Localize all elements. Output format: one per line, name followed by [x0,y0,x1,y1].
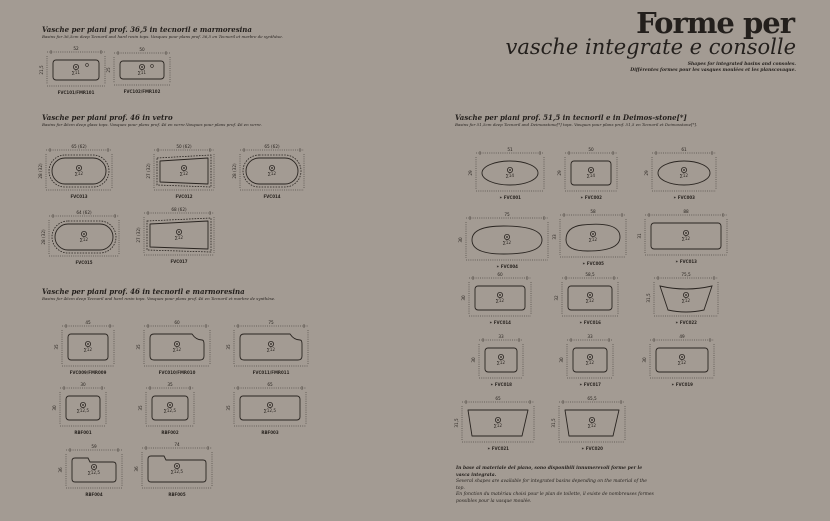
section-sub-36: Basins for 36,5cm deep Tecnoril and hard resin tops. Vasques pour plans prof. 36,5 en Tecnoril et marbre de synthèse. [42,34,284,39]
basin-figure [138,382,194,435]
width-label: 60 [174,320,180,325]
drain-icon [141,66,143,68]
basin-code: FVC102/FMR102 [123,89,161,94]
width-label: 64 (62) [76,210,92,215]
inner-mark-label: ∑12 [585,298,595,303]
basin-code: FVC015 [75,260,93,265]
width-label: 65 (62) [71,144,87,149]
basin-code: FVC012 [175,194,193,199]
drain-icon [169,404,171,406]
note-fr: En fonction du matériau choisi pour le plan de toilette, il existe de nombreuses formes possibles pour la vasque moulée. [456,492,654,504]
drain-icon [183,167,185,169]
height-label: 32 [554,295,559,301]
drain-icon [683,169,685,171]
basin-figure [644,147,716,200]
height-label: 28 (32) [38,163,43,179]
basin-figure [468,147,544,200]
basin-figure [642,334,714,387]
height-label: 30 [458,237,463,243]
height-label: 30 [461,295,466,301]
inner-mark-label: ∑12 [585,360,595,365]
basin-code: ✶ FVC005 [582,261,604,266]
basin-figure [551,396,625,451]
basin-figure [226,320,308,375]
inner-mark-label: ∑14 [586,173,596,178]
inner-mark-label: ∑12 [587,423,597,428]
height-label: 35 [226,405,231,411]
height-label: 29 [468,170,473,176]
inner-mark-label: ∑12 [588,237,598,242]
basin-figure [552,209,626,266]
basin-code: ✶ FVC019 [671,382,693,387]
page-subtitle: vasche integrate e consolle [505,35,796,59]
height-label: 30 [559,357,564,363]
inner-mark-label: ∑12,5 [163,408,177,413]
inner-mark-label: ∑12,5 [87,470,101,475]
drain-icon [271,167,273,169]
height-label: 30 [471,357,476,363]
height-label: 36 [58,467,63,473]
width-label: 59 [91,444,97,449]
inner-mark-label: ∑12 [267,171,277,176]
basin-code: ✶ FVC018 [490,382,512,387]
basin-code: ✶ FVC022 [675,320,697,325]
width-label: 61 [681,147,687,152]
basin-figure [41,210,119,265]
width-label: 68 (62) [171,207,187,212]
drain-icon [269,404,271,406]
width-label: 33 [498,334,504,339]
subtitle-en: Shapes for integrated basins and consoles. [687,62,796,67]
basin-code: RBF003 [261,430,279,435]
width-label: 88 [683,209,689,214]
basin-figure [471,334,523,387]
basin-figure [646,272,718,325]
basin-code: FVC101/FMR101 [57,90,95,95]
basin-code: ✶ FVC020 [581,446,603,451]
drain-icon [589,294,591,296]
section-title-46: Vasche per piani prof. 46 in tecnoril e marmoresina [42,287,245,296]
height-label: 31 [637,233,642,239]
inner-mark-label: ∑12 [266,347,276,352]
basin-figure [39,46,105,95]
basin-figure [136,320,210,375]
height-label: 27 (32) [146,163,151,179]
inner-mark-label: ∑12,5 [263,408,277,413]
basin-code: FVC011/FMR011 [252,370,290,375]
basin-code: FVC009/FMR009 [69,370,107,375]
drain-icon [509,169,511,171]
height-label: 35 [138,405,143,411]
width-label: 75,5 [681,272,691,277]
width-label: 51 [507,147,513,152]
height-label: 30 [642,357,647,363]
overflow-icon [86,64,89,67]
basin-figure [554,272,618,325]
drain-icon [681,356,683,358]
inner-mark-label: ∑12 [493,423,503,428]
section-title-36: Vasche per piani prof. 36,5 in tecnoril e marmoresina [42,25,252,34]
inner-mark-label: ∑12 [496,360,506,365]
drain-icon [591,419,593,421]
height-label: 31,5 [646,293,651,303]
inner-mark-label: ∑11 [137,70,147,75]
width-label: 58,5 [585,272,595,277]
height-label: 35 [136,344,141,350]
basin-code: ✶ FVC021 [487,446,509,451]
basin-code: RBF004 [85,492,103,497]
height-label: 28 (32) [41,229,46,245]
height-label: 31,5 [551,418,556,428]
width-label: 50 [139,47,145,52]
drain-icon [589,356,591,358]
drain-icon [87,343,89,345]
inner-mark-label: ∑12 [83,347,93,352]
width-label: 65 [495,396,501,401]
basin-figure [637,209,727,264]
basin-figure [106,47,170,94]
width-label: 50 [588,147,594,152]
height-label: 29 [557,170,562,176]
height-label: 28 (32) [232,163,237,179]
basin-code: RBF005 [168,492,186,497]
basin-figure [54,320,114,375]
width-label: 30 [80,382,86,387]
drain-icon [592,233,594,235]
basin-code: ✶ FVC001 [499,195,521,200]
basin-figure [134,442,212,497]
height-label: 33 [552,234,557,240]
height-label: 29 [644,170,649,176]
width-label: 74 [174,442,180,447]
drain-icon [83,233,85,235]
inner-mark-label: ∑12 [179,171,189,176]
inner-mark-label: ∑12 [681,298,691,303]
section-title-46-glass: Vasche per piani prof. 46 in vetro [42,113,173,122]
inner-mark-label: ∑12 [679,173,689,178]
note-it: In base al materiale del piano, sono disponibili innumerevoli forme per le vasca integrata. [456,466,643,478]
inner-mark-label: ∑14 [505,173,515,178]
basin-code: ✶ FVC004 [496,264,518,269]
section-sub-46-glass: Basins for 46cm deep glass tops. Vasques pour plans prof. 46 en verre.Vasques pour plans prof. 46 en verre. [42,122,263,127]
drain-icon [499,294,501,296]
inner-mark-label: ∑12,5 [76,408,90,413]
drain-icon [176,343,178,345]
basin-code: FVC010/FMR010 [158,370,196,375]
inner-mark-label: ∑12 [495,298,505,303]
width-label: 60 [497,272,503,277]
inner-mark-label: ∑12 [677,360,687,365]
basin-code: ✶ FVC003 [673,195,695,200]
basin-code: ✶ FVC014 [489,320,511,325]
basin-figure [557,147,617,200]
height-label: 31,5 [454,418,459,428]
drain-icon [75,66,77,68]
width-label: 65,5 [587,396,597,401]
inner-mark-label: ∑12 [174,235,184,240]
width-label: 75 [504,212,510,217]
drain-icon [176,465,178,467]
section-sub-51: Basins for 51,5cm deep Tecnoril and Deimosstone[*] tops. Vasques pour plans prof. 51,5 en Tecnoril et Deimosstone[*]. [455,122,698,127]
drain-icon [506,236,508,238]
width-label: 35 [167,382,173,387]
inner-mark-label: ∑12 [172,347,182,352]
basin-figure [232,144,304,199]
basin-figure [559,334,613,387]
width-label: 65 (62) [264,144,280,149]
basin-figure [454,396,534,451]
basin-code: ✶ FVC016 [579,320,601,325]
width-label: 52 [73,46,79,51]
width-label: 75 [268,320,274,325]
height-label: 21,5 [39,65,44,75]
height-label: 35 [54,344,59,350]
drain-icon [82,404,84,406]
basin-figure [458,212,548,269]
basin-figure [146,144,214,199]
drain-icon [93,466,95,468]
width-label: 50 (62) [176,144,192,149]
basin-code: ✶ FVC013 [675,259,697,264]
section-sub-46: Basins for 46cm deep Tecnoril and hard resin tops. Vasques pour plans prof. 46 en Tecnoril et marbre de synthèse. [42,296,276,301]
drain-icon [78,167,80,169]
basin-figure [58,444,122,497]
width-label: 45 [85,320,91,325]
basin-code: FVC014 [263,194,281,199]
width-label: 33 [587,334,593,339]
inner-mark-label: ∑12 [681,236,691,241]
section-title-51: Vasche per piani prof. 51,5 in tecnoril e in Deimos-stone[*] [455,113,687,122]
drain-icon [270,343,272,345]
height-label: 27 (32) [136,227,141,243]
basin-code: ✶ FVC017 [579,382,601,387]
basin-code: FVC013 [70,194,88,199]
drain-icon [500,356,502,358]
basin-code: FVC017 [170,259,188,264]
width-label: 49 [679,334,685,339]
basin-figure [226,382,306,435]
basin-code: ✶ FVC002 [580,195,602,200]
overflow-icon [151,65,154,68]
height-label: 36 [134,466,139,472]
note-en: Several shapes are available for integrated basins depending on the material of the top. [456,479,647,491]
drain-icon [497,419,499,421]
height-label: 25 [106,67,111,73]
inner-mark-label: ∑12,5 [170,469,184,474]
width-label: 58 [590,209,596,214]
basin-code: RBF002 [161,430,179,435]
basin-figure [136,207,214,264]
height-label: 35 [226,344,231,350]
drain-icon [685,232,687,234]
height-label: 30 [52,405,57,411]
page-title: Forme per [636,6,794,40]
inner-mark-label: ∑11 [71,70,81,75]
basin-figure [52,382,106,435]
basin-figure [38,144,112,199]
basin-code: RBF001 [74,430,92,435]
basin-figure [461,272,531,325]
drain-icon [590,169,592,171]
drain-icon [685,294,687,296]
width-label: 65 [267,382,273,387]
drain-icon [178,231,180,233]
subtitle-fr: Différentes formes pour les vasques moulées et les planscovaque. [630,68,796,73]
inner-mark-label: ∑12 [79,237,89,242]
inner-mark-label: ∑12 [502,240,512,245]
inner-mark-label: ∑12 [74,171,84,176]
